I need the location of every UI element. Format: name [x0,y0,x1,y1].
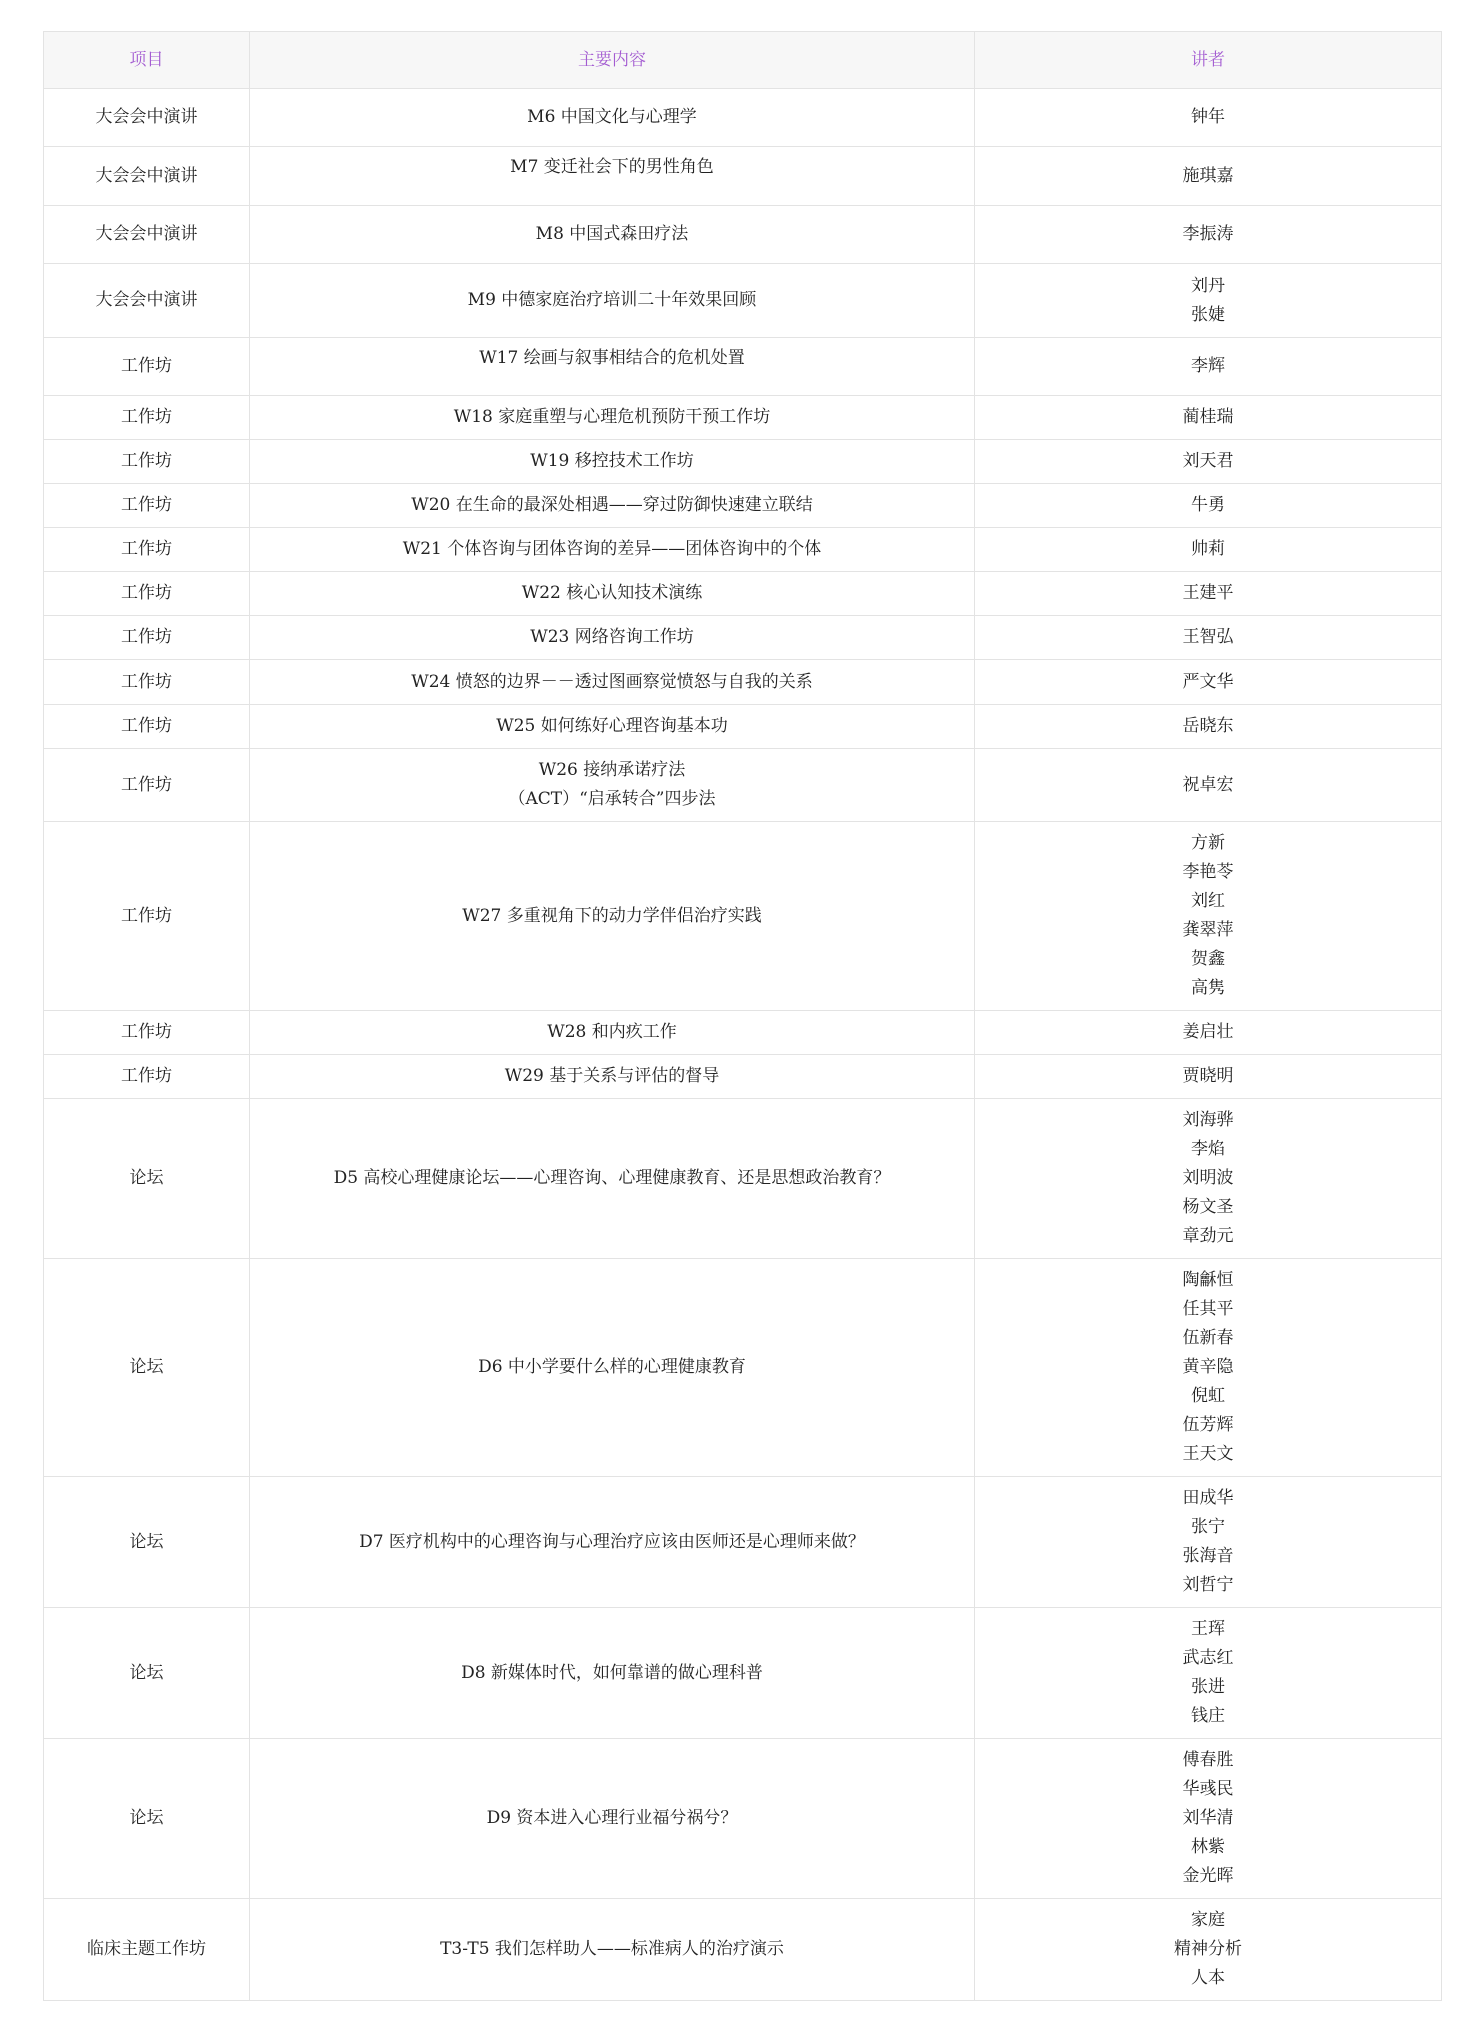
table-row [44,528,1442,572]
table-row [44,1899,1442,2001]
table-row [44,440,1442,484]
cell-content [250,396,975,440]
table-row [44,206,1442,264]
speaker-name: 刘哲宁 [1182,1575,1234,1595]
cell-type: 临床主题工作坊 [44,1899,250,2001]
cell-speakers [975,1477,1442,1608]
cell-speakers [975,749,1442,822]
cell-content [250,89,975,147]
cell-speakers [975,616,1442,660]
cell-content [250,1899,975,2001]
speaker-name: 张进 [1191,1677,1225,1697]
content-line: W25 如何练好心理咨询基本功 [496,716,728,736]
cell-speakers [975,89,1442,147]
speaker-name: 刘华清 [1182,1808,1234,1828]
speaker-name: 伍芳辉 [1182,1415,1234,1435]
table-row [44,484,1442,528]
table-row [44,1099,1442,1259]
cell-type: 工作坊 [44,705,250,749]
content-line: W17 绘画与叙事相结合的危机处置 [479,348,745,368]
speaker-name: 方新 [1191,833,1225,853]
cell-speakers [975,1099,1442,1259]
content-line: D7 医疗机构中的心理咨询与心理治疗应该由医师还是心理师来做？ [359,1531,865,1552]
content-line: W28 和内疚工作 [547,1022,677,1042]
content-line: D6 中小学要什么样的心理健康教育 [478,1357,746,1377]
speaker-name: 傅春胜 [1182,1750,1234,1770]
content-line: W24 愤怒的边界－－透过图画察觉愤怒与自我的关系 [411,671,813,692]
cell-type: 工作坊 [44,572,250,616]
table-row [44,822,1442,1011]
cell-type: 论坛 [44,1739,250,1899]
table-body [44,89,1442,2001]
cell-type: 工作坊 [44,338,250,396]
table-row [44,396,1442,440]
cell-content [250,1477,975,1608]
table-row [44,1608,1442,1739]
cell-speakers [975,705,1442,749]
speaker-name: 刘明波 [1182,1168,1234,1188]
speaker-name: 牛勇 [1191,495,1225,515]
speaker-name: 田成华 [1182,1488,1234,1508]
content-line: D5 高校心理健康论坛——心理咨询、心理健康教育、还是思想政治教育？ [333,1168,891,1188]
speaker-name: 贾晓明 [1182,1066,1234,1086]
cell-content [250,440,975,484]
content-line: M9 中德家庭治疗培训二十年效果回顾 [467,290,757,310]
speaker-name: 林紫 [1191,1837,1225,1857]
table-row [44,749,1442,822]
cell-type: 大会会中演讲 [44,264,250,338]
content-line: W21 个体咨询与团体咨询的差异——团体咨询中的个体 [402,539,822,559]
cell-speakers [975,660,1442,705]
table-row [44,616,1442,660]
content-line: W27 多重视角下的动力学伴侣治疗实践 [462,905,762,926]
content-line: （ACT）“启承转合”四步法 [508,789,716,809]
content-line: W18 家庭重塑与心理危机预防干预工作坊 [453,407,771,427]
cell-speakers [975,1739,1442,1899]
cell-type: 工作坊 [44,484,250,528]
cell-speakers [975,206,1442,264]
cell-content [250,1055,975,1099]
speaker-name: 刘丹 [1191,275,1225,296]
cell-speakers [975,1055,1442,1099]
cell-content [250,1259,975,1477]
speaker-name: 钱庄 [1191,1706,1225,1726]
cell-type: 大会会中演讲 [44,89,250,147]
cell-content [250,572,975,616]
cell-speakers [975,147,1442,206]
cell-type: 论坛 [44,1259,250,1477]
speaker-name: 人本 [1191,1968,1225,1988]
cell-type: 大会会中演讲 [44,206,250,264]
table-row [44,705,1442,749]
cell-type: 论坛 [44,1477,250,1608]
cell-speakers [975,264,1442,338]
speaker-name: 李辉 [1191,356,1225,376]
cell-type: 论坛 [44,1608,250,1739]
table-row [44,264,1442,338]
header-speakers: 讲者 [975,32,1442,89]
content-line: W29 基于关系与评估的督导 [504,1066,720,1086]
cell-type: 工作坊 [44,440,250,484]
speaker-name: 王珲 [1191,1619,1225,1639]
speaker-name: 章劲元 [1182,1226,1234,1246]
cell-type: 工作坊 [44,749,250,822]
program-table [43,31,1442,2001]
table-row [44,1477,1442,1608]
content-line: D8 新媒体时代，如何靠谱的做心理科普 [461,1662,763,1683]
table-header-row [44,32,1442,89]
header-type: 项目 [44,32,250,89]
cell-type: 论坛 [44,1099,250,1259]
cell-type: 工作坊 [44,1055,250,1099]
content-line: W19 移控技术工作坊 [530,451,694,471]
cell-content [250,822,975,1011]
cell-content [250,484,975,528]
speaker-name: 伍新春 [1182,1328,1234,1348]
cell-speakers [975,528,1442,572]
cell-type: 工作坊 [44,1011,250,1055]
cell-content [250,749,975,822]
table-row [44,338,1442,396]
cell-type: 工作坊 [44,396,250,440]
speaker-name: 华彧民 [1182,1779,1234,1799]
content-line: T3-T5 我们怎样助人——标准病人的治疗演示 [440,1939,784,1959]
speaker-name: 姜启壮 [1182,1022,1234,1042]
content-line: W20 在生命的最深处相遇——穿过防御快速建立联结 [411,495,813,515]
speaker-name: 金光晖 [1182,1866,1234,1886]
content-line: W22 核心认知技术演练 [521,583,703,603]
table-row [44,572,1442,616]
speaker-name: 张海音 [1182,1546,1234,1566]
speaker-name: 李艳苓 [1182,862,1234,882]
speaker-name: 王天文 [1182,1444,1234,1464]
cell-speakers [975,1608,1442,1739]
speaker-name: 精神分析 [1174,1939,1242,1959]
cell-content [250,616,975,660]
cell-speakers [975,484,1442,528]
speaker-name: 施琪嘉 [1182,165,1234,186]
speaker-name: 刘天君 [1182,451,1234,471]
speaker-name: 刘海骅 [1182,1110,1234,1130]
speaker-name: 蔺桂瑞 [1182,407,1234,427]
content-line: W23 网络咨询工作坊 [530,627,694,647]
cell-content [250,1011,975,1055]
table-row [44,89,1442,147]
speaker-name: 王智弘 [1182,627,1234,647]
cell-content [250,1608,975,1739]
table-row [44,660,1442,705]
cell-content [250,338,975,396]
content-line: W26 接纳承诺疗法 [538,760,686,780]
speaker-name: 张婕 [1191,304,1225,325]
table-row [44,1011,1442,1055]
cell-type: 大会会中演讲 [44,147,250,206]
speaker-name: 王建平 [1182,583,1234,603]
content-line: M7 变迁社会下的男性角色 [510,157,714,177]
table-row [44,1259,1442,1477]
cell-speakers [975,572,1442,616]
speaker-name: 杨文圣 [1182,1197,1234,1217]
speaker-name: 任其平 [1182,1299,1234,1319]
speaker-name: 张宁 [1191,1517,1225,1537]
cell-content [250,1739,975,1899]
program-table-container [43,31,1441,2001]
content-line: D9 资本进入心理行业福兮祸兮？ [486,1808,738,1828]
cell-speakers [975,440,1442,484]
cell-type: 工作坊 [44,822,250,1011]
table-row [44,1055,1442,1099]
cell-speakers [975,822,1442,1011]
speaker-name: 钟年 [1191,107,1225,127]
speaker-name: 武志红 [1182,1648,1234,1668]
speaker-name: 家庭 [1191,1910,1225,1930]
cell-speakers [975,396,1442,440]
cell-content [250,206,975,264]
cell-speakers [975,1011,1442,1055]
speaker-name: 贺鑫 [1191,949,1225,969]
content-line: M8 中国式森田疗法 [535,224,689,244]
header-content: 主要内容 [250,32,975,89]
speaker-name: 岳晓东 [1182,716,1234,736]
table-row [44,147,1442,206]
speaker-name: 刘红 [1191,891,1225,911]
speaker-name: 祝卓宏 [1182,774,1234,795]
speaker-name: 陶龢恒 [1182,1270,1234,1290]
cell-type: 工作坊 [44,660,250,705]
speaker-name: 李振涛 [1182,224,1234,244]
speaker-name: 李焰 [1191,1139,1225,1159]
cell-speakers [975,1259,1442,1477]
cell-type: 工作坊 [44,528,250,572]
cell-type: 工作坊 [44,616,250,660]
cell-content [250,705,975,749]
speaker-name: 黄辛隐 [1182,1357,1234,1377]
content-line: M6 中国文化与心理学 [527,107,697,127]
speaker-name: 龚翠萍 [1182,920,1234,940]
speaker-name: 严文华 [1182,671,1234,692]
cell-speakers [975,1899,1442,2001]
cell-content [250,147,975,206]
table-row [44,1739,1442,1899]
speaker-name: 高隽 [1191,978,1225,998]
cell-content [250,1099,975,1259]
speaker-name: 倪虹 [1191,1386,1225,1406]
cell-content [250,264,975,338]
speaker-name: 帅莉 [1191,539,1225,559]
cell-content [250,660,975,705]
cell-speakers [975,338,1442,396]
cell-content [250,528,975,572]
